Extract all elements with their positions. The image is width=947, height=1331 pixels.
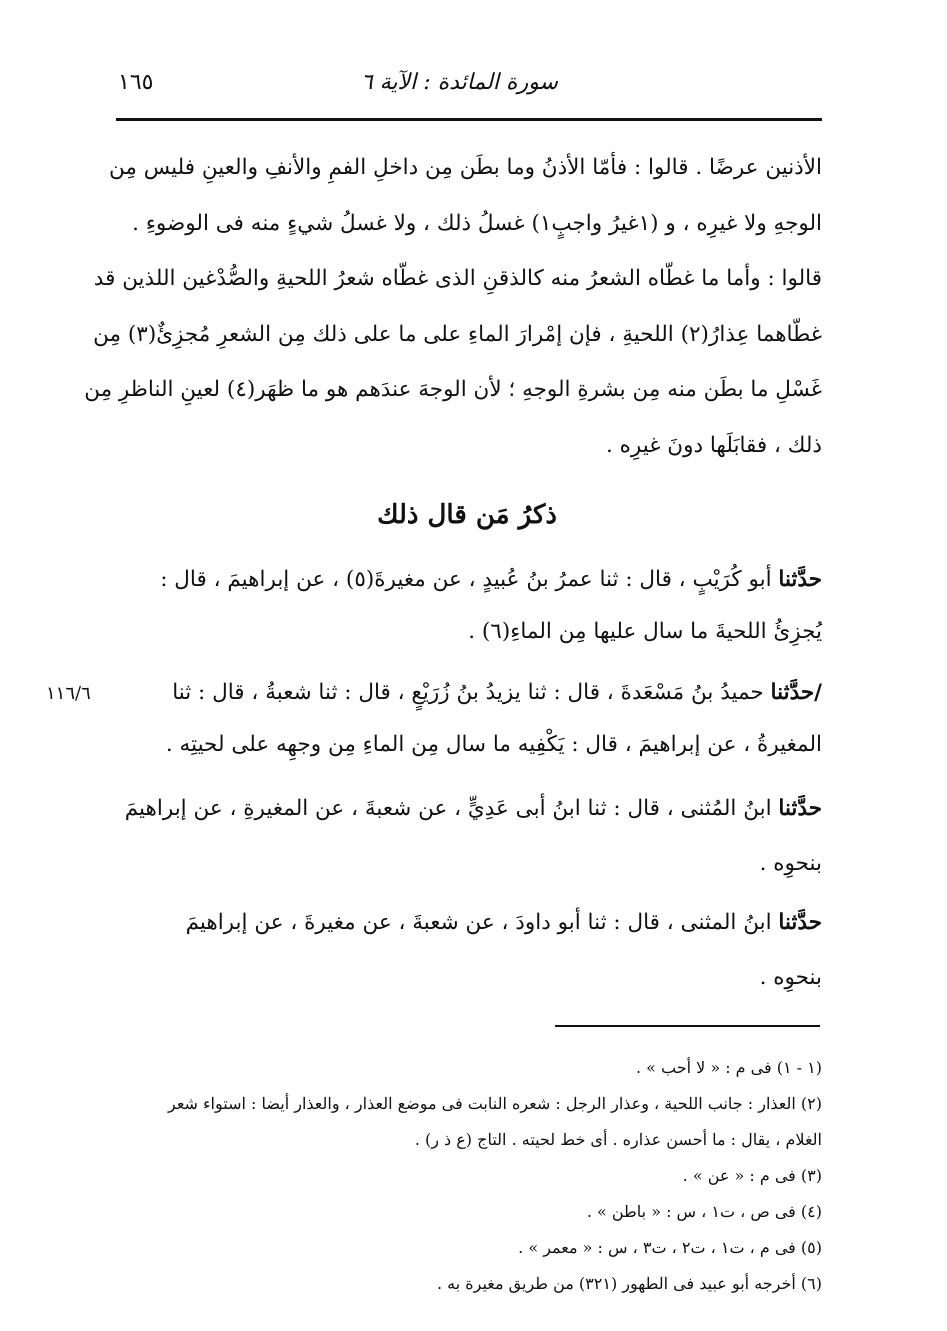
narration-lead: حدَّثنا — [778, 796, 822, 821]
margin-volume-reference: ١١٦/٦ — [46, 683, 91, 704]
text-line: يُجزِئُ اللحيةَ ما سال عليها مِن الماءِ(٦) . — [468, 619, 822, 644]
footnote: (٥) فى م ، ت١ ، ت٢ ، ت٣ ، س : « معمر » . — [518, 1238, 822, 1257]
narration-lead: حدَّثنا — [778, 910, 822, 935]
footnote: (١ - ١) فى م : « لا أحب » . — [635, 1058, 822, 1077]
narration-lead: /حدَّثنا — [770, 680, 822, 705]
footnote: الغلام ، يقال : ما أحسن عذاره . أى خط لحيته . التاج (ع ذ ر) . — [414, 1130, 822, 1149]
footnote-rule — [555, 1025, 820, 1027]
section-heading: ذكرُ مَن قال ذلك — [377, 500, 557, 530]
text-line — [112, 796, 822, 821]
footnote: (٢) العذار : جانب اللحية ، وعذار الرجل : شعره النابت فى موضع العذار ، والعذار أيضا : استواء شعر — [167, 1094, 822, 1113]
text-line: بنحوِه . — [759, 965, 822, 990]
footnote: (٣) فى م : « عن » . — [682, 1166, 822, 1185]
page-number: ١٦٥ — [118, 70, 154, 95]
narration-text: ابنُ المثنى ، قال : ثنا أبو داودَ ، عن شعبةَ ، عن مغيرةَ ، عن إبراهيمَ — [185, 910, 779, 935]
narration-text: ابنُ المُثنى ، قال : ثنا ابنُ أبى عَدِيٍّ ، عن شعبةَ ، عن المغيرةِ ، عن إبراهيمَ — [124, 796, 779, 821]
page-header — [118, 64, 818, 104]
text-line: غطّاهما عِذارُ(٢) اللحيةِ ، فإن إمْرارَ الماءِ على ما على ذلك مِن الشعرِ مُجزِئٌ(٣) مِن — [93, 322, 822, 347]
narration-text: حميدُ بنُ مَسْعَدةَ ، قال : ثنا يزيدُ بنُ زُرَيْعٍ ، قال : ثنا شعبةُ ، قال : ثنا — [172, 680, 771, 705]
footnote: (٤) فى ص ، ت١ ، س : « باطن » . — [586, 1202, 822, 1221]
footnote: (٦) أخرجه أبو عبيد فى الطهور (٣٢١) من طريق مغيرة به . — [436, 1274, 822, 1293]
text-line — [112, 680, 822, 705]
text-line: الوجهِ ولا غيرِه ، و (١غيرُ واجبٍ١) غسلُ ذلك ، ولا غسلُ شيءٍ منه فى الوضوءِ . — [132, 211, 822, 236]
text-line: المغيرةُ ، عن إبراهيمَ ، قال : يَكْفِيه ما سال مِن الماءِ مِن وجهِه على لحيتِه . — [165, 732, 822, 757]
text-line: بنحوِه . — [759, 851, 822, 876]
text-line: الأذنين عرضًا . قالوا : فأمّا الأذنُ وما بطَن مِن داخلِ الفمِ والأنفِ والعينِ فليس مِن — [108, 155, 822, 180]
text-line: قالوا : وأما ما غطّاه الشعرُ منه كالذقنِ الذى غطّاه شعرُ اللحيةِ والصُّدْغين اللذين قد — [93, 266, 822, 291]
header-rule — [116, 118, 822, 121]
text-line — [112, 567, 822, 592]
running-title: سورة المائدة : الآية ٦ — [360, 70, 558, 95]
text-line: غَسْلِ ما بطَن منه مِن بشرةِ الوجهِ ؛ لأن الوجهَ عندَهم هو ما ظهَر(٤) لعينِ الناظرِ مِن — [84, 377, 822, 402]
text-line — [112, 910, 822, 935]
narration-lead: حدَّثنا — [778, 567, 822, 592]
narration-text: أبو كُرَيْبٍ ، قال : ثنا عمرُ بنُ عُبيدٍ ، عن مغيرةَ(٥) ، عن إبراهيمَ ، قال : — [160, 567, 779, 592]
text-line: ذلك ، فقابَلَها دونَ غيرِه . — [605, 433, 822, 458]
